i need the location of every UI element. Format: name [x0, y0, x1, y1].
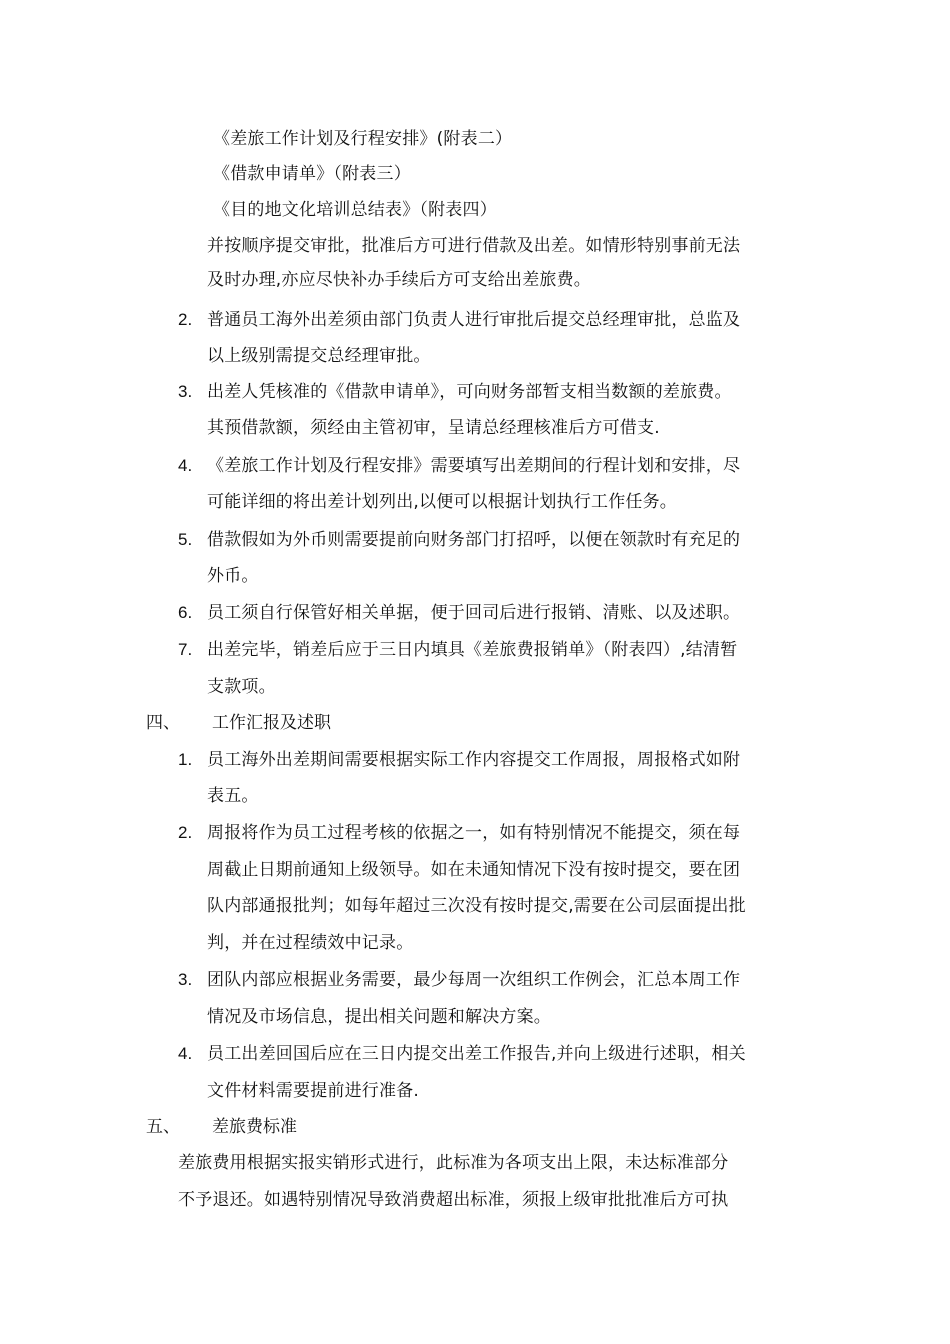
list-item-line: 借款假如为外币则需要提前向财务部门打招呼，以便在领款时有充足的 [207, 530, 741, 550]
attachment-line: 《差旅工作计划及行程安排》(附表二） [213, 129, 513, 149]
list-number: 3. [178, 382, 193, 401]
list-item-line: 员工海外出差期间需要根据实际工作内容提交工作周报，周报格式如附 [207, 750, 741, 770]
list-item-line: 判，并在过程绩效中记录。 [207, 933, 414, 953]
list-item-line: 员工须自行保管好相关单据，便于回司后进行报销、清账、以及述职。 [207, 603, 741, 623]
list-item-line: 以上级别需提交总经理审批。 [207, 346, 431, 366]
list-item-line: 表五。 [207, 786, 259, 806]
paragraph-line: 差旅费用根据实报实销形式进行，此标准为各项支出上限，未达标准部分 [178, 1153, 729, 1173]
list-item-line: 《差旅工作计划及行程安排》需要填写出差期间的行程计划和安排，尽 [207, 456, 741, 476]
list-number: 2. [178, 310, 193, 329]
paragraph-line: 并按顺序提交审批，批准后方可进行借款及出差。如情形特别事前无法 [207, 236, 741, 256]
attachment-line: 《目的地文化培训总结表》（附表四） [213, 200, 497, 220]
list-number: 4. [178, 1044, 193, 1063]
attachment-line: 《借款申请单》（附表三） [213, 164, 411, 184]
list-item-line: 队内部通报批判；如每年超过三次没有按时提交,需要在公司层面提出批 [207, 896, 746, 916]
list-item-line: 支款项。 [207, 677, 276, 697]
list-number: 6. [178, 603, 193, 622]
paragraph-line: 及时办理,亦应尽快补办手续后方可支给出差旅费。 [207, 270, 592, 290]
section-title: 工作汇报及述职 [212, 713, 331, 733]
list-item-line: 外币。 [207, 566, 259, 586]
list-item-line: 员工出差回国后应在三日内提交出差工作报告,并向上级进行述职，相关 [207, 1044, 746, 1064]
list-item-line: 团队内部应根据业务需要，最少每周一次组织工作例会，汇总本周工作 [207, 970, 741, 990]
list-item-line: 其预借款额，须经由主管初审，呈请总经理核准后方可借支. [207, 418, 660, 438]
list-number: 7. [178, 640, 193, 659]
list-number: 4. [178, 456, 193, 475]
section-number: 五、 [146, 1117, 180, 1137]
list-number: 2. [178, 823, 193, 842]
list-item-line: 周截止日期前通知上级领导。如在未通知情况下没有按时提交，要在团 [207, 860, 741, 880]
section-number: 四、 [146, 713, 180, 733]
list-item-line: 文件材料需要提前进行准备. [207, 1081, 420, 1101]
list-number: 1. [178, 750, 193, 769]
list-item-line: 普通员工海外出差须由部门负责人进行审批后提交总经理审批，总监及 [207, 310, 741, 330]
paragraph-line: 不予退还。如遇特别情况导致消费超出标准，须报上级审批批准后方可执 [178, 1190, 729, 1210]
list-number: 5. [178, 530, 193, 549]
list-item-line: 情况及市场信息，提出相关问题和解决方案。 [207, 1007, 551, 1027]
list-item-line: 周报将作为员工过程考核的依据之一，如有特别情况不能提交，须在每 [207, 823, 741, 843]
list-item-line: 可能详细的将出差计划列出,以便可以根据计划执行工作任务。 [207, 492, 678, 512]
list-number: 3. [178, 970, 193, 989]
section-title: 差旅费标准 [212, 1117, 297, 1137]
list-item-line: 出差完毕，销差后应于三日内填具《差旅费报销单》（附表四）,结清暂 [207, 640, 738, 660]
list-item-line: 出差人凭核准的《借款申请单》，可向财务部暂支相当数额的差旅费。 [207, 382, 732, 402]
